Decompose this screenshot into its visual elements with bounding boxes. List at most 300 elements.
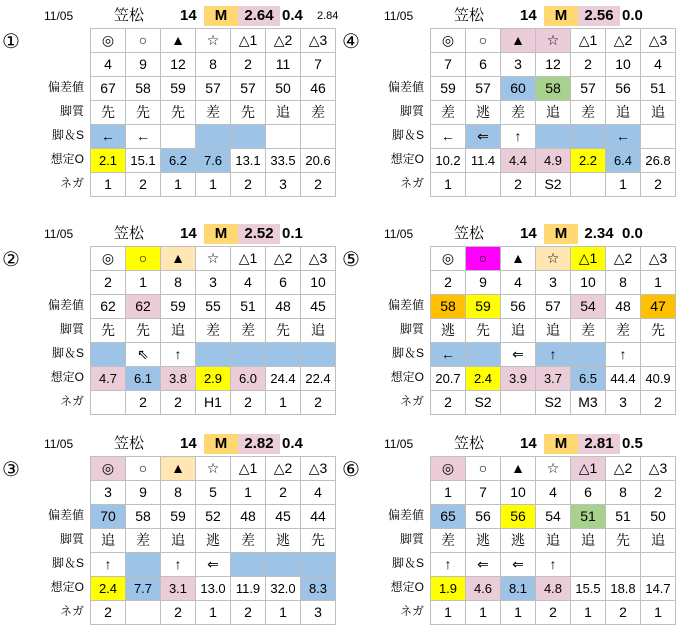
deviation-cell: 60 bbox=[501, 77, 536, 101]
deviation-cell: 44 bbox=[301, 505, 336, 529]
running-style-cell: 差 bbox=[196, 101, 231, 125]
running-style-cell: 追 bbox=[91, 529, 126, 553]
leg-speed-cell bbox=[536, 125, 571, 149]
leg-speed-cell: ⇖ bbox=[126, 343, 161, 367]
race-count: 14 bbox=[180, 435, 197, 452]
odds-cell: 3.8 bbox=[161, 367, 196, 391]
row-label: 脚＆S bbox=[51, 128, 84, 142]
mark-cell: ◎ bbox=[431, 457, 466, 481]
running-style-cell: 追 bbox=[161, 319, 196, 343]
race-panel bbox=[342, 4, 690, 194]
leg-speed-cell: ↑ bbox=[501, 125, 536, 149]
odds-cell: 13.1 bbox=[231, 149, 266, 173]
running-style-cell: 追 bbox=[536, 319, 571, 343]
running-style-cell: 先 bbox=[606, 529, 641, 553]
running-style-cell: 逃 bbox=[196, 529, 231, 553]
running-style-cell: 先 bbox=[466, 319, 501, 343]
horse-number-cell: 2 bbox=[91, 271, 126, 295]
deviation-cell: 59 bbox=[161, 295, 196, 319]
odds-cell: 2.2 bbox=[571, 149, 606, 173]
leg-speed-cell bbox=[266, 125, 301, 149]
grid-row-legs bbox=[431, 553, 676, 577]
leg-speed-cell bbox=[606, 553, 641, 577]
nega-cell: 2 bbox=[91, 601, 126, 625]
running-style-cell: 差 bbox=[571, 101, 606, 125]
deviation-cell: 51 bbox=[231, 295, 266, 319]
running-style-cell: 差 bbox=[571, 319, 606, 343]
grid-row-odds bbox=[91, 577, 336, 601]
row-label: 脚＆S bbox=[391, 128, 424, 142]
odds-cell: 3.1 bbox=[161, 577, 196, 601]
grid-row-dev bbox=[431, 77, 676, 101]
deviation-cell: 52 bbox=[196, 505, 231, 529]
race-date: 11/05 bbox=[44, 9, 74, 23]
nega-cell: 2 bbox=[431, 391, 466, 415]
prediction-grid bbox=[430, 246, 676, 415]
race-date: 11/05 bbox=[384, 227, 414, 241]
leg-speed-cell: ← bbox=[431, 125, 466, 149]
horse-number-cell: 3 bbox=[196, 271, 231, 295]
grid-row-horses bbox=[431, 53, 676, 77]
nega-cell: 1 bbox=[266, 391, 301, 415]
odds-cell: 2.4 bbox=[91, 577, 126, 601]
diff-value: 0.1 bbox=[282, 225, 303, 242]
mark-cell: △1 bbox=[231, 247, 266, 271]
horse-number-cell: 10 bbox=[301, 271, 336, 295]
m-badge: M bbox=[544, 6, 578, 26]
nega-cell: 2 bbox=[301, 391, 336, 415]
nega-cell: 3 bbox=[301, 601, 336, 625]
leg-speed-cell bbox=[126, 553, 161, 577]
nega-cell: S2 bbox=[536, 173, 571, 197]
leg-speed-cell: ← bbox=[431, 343, 466, 367]
horse-number-cell: 4 bbox=[91, 53, 126, 77]
mark-cell: △2 bbox=[266, 29, 301, 53]
horse-number-cell: 1 bbox=[231, 481, 266, 505]
grid-row-horses bbox=[91, 53, 336, 77]
prediction-grid bbox=[430, 456, 676, 625]
grid-row-marks bbox=[431, 247, 676, 271]
nega-cell: 1 bbox=[161, 173, 196, 197]
leg-speed-cell: ↑ bbox=[536, 553, 571, 577]
race-date: 11/05 bbox=[384, 9, 414, 23]
leg-speed-cell: ⇐ bbox=[501, 553, 536, 577]
grid-row-dev bbox=[91, 505, 336, 529]
grid-row-odds bbox=[91, 149, 336, 173]
odds-cell: 33.5 bbox=[266, 149, 301, 173]
nega-cell: 1 bbox=[641, 601, 676, 625]
running-style-cell: 逃 bbox=[466, 529, 501, 553]
deviation-cell: 45 bbox=[266, 505, 301, 529]
odds-cell: 11.9 bbox=[231, 577, 266, 601]
mark-cell: ☆ bbox=[536, 457, 571, 481]
horse-number-cell: 7 bbox=[466, 481, 501, 505]
index-value: 2.64 bbox=[238, 6, 280, 26]
nega-cell: 2 bbox=[641, 391, 676, 415]
nega-cell: 1 bbox=[266, 601, 301, 625]
venue-name: 笠松 bbox=[114, 225, 145, 242]
running-style-cell: 先 bbox=[641, 319, 676, 343]
nega-cell: 3 bbox=[606, 391, 641, 415]
grid-row-horses bbox=[431, 271, 676, 295]
grid-row-odds bbox=[431, 367, 676, 391]
m-badge: M bbox=[204, 434, 238, 454]
deviation-cell: 51 bbox=[606, 505, 641, 529]
horse-number-cell: 9 bbox=[126, 481, 161, 505]
panel-header bbox=[40, 432, 350, 456]
nega-cell: 2 bbox=[641, 173, 676, 197]
mark-cell: ▲ bbox=[161, 29, 196, 53]
leg-speed-cell: ↑ bbox=[161, 553, 196, 577]
panel-header bbox=[380, 4, 690, 28]
leg-speed-cell bbox=[161, 125, 196, 149]
index-value: 2.81 bbox=[578, 434, 620, 454]
odds-cell: 6.1 bbox=[126, 367, 161, 391]
nega-cell: 2 bbox=[126, 391, 161, 415]
nega-cell: 2 bbox=[231, 173, 266, 197]
mark-cell: ◎ bbox=[91, 457, 126, 481]
venue-name: 笠松 bbox=[114, 7, 145, 24]
running-style-cell: 先 bbox=[126, 101, 161, 125]
running-style-cell: 差 bbox=[606, 319, 641, 343]
diff-value: 0.0 bbox=[622, 7, 643, 24]
race-count: 14 bbox=[520, 435, 537, 452]
running-style-cell: 差 bbox=[231, 529, 266, 553]
mark-cell: △3 bbox=[641, 247, 676, 271]
grid-row-legs bbox=[91, 553, 336, 577]
race-number: ④ bbox=[342, 31, 360, 53]
odds-cell: 6.4 bbox=[606, 149, 641, 173]
row-label: 脚＆S bbox=[391, 556, 424, 570]
nega-cell: 2 bbox=[536, 601, 571, 625]
deviation-cell: 56 bbox=[606, 77, 641, 101]
grid-row-style bbox=[431, 319, 676, 343]
deviation-cell: 54 bbox=[571, 295, 606, 319]
odds-cell: 2.9 bbox=[196, 367, 231, 391]
deviation-cell: 57 bbox=[196, 77, 231, 101]
running-style-cell: 追 bbox=[536, 101, 571, 125]
nega-cell: 1 bbox=[431, 173, 466, 197]
grid-row-legs bbox=[91, 125, 336, 149]
m-badge: M bbox=[204, 224, 238, 244]
horse-number-cell: 5 bbox=[196, 481, 231, 505]
mark-cell: ▲ bbox=[501, 29, 536, 53]
panel-header bbox=[380, 222, 690, 246]
odds-cell: 15.5 bbox=[571, 577, 606, 601]
row-label: 偏差値 bbox=[47, 508, 84, 522]
horse-number-cell: 3 bbox=[536, 271, 571, 295]
odds-cell: 6.0 bbox=[231, 367, 266, 391]
row-label: 偏差値 bbox=[47, 298, 84, 312]
mark-cell: △1 bbox=[571, 457, 606, 481]
odds-cell: 32.0 bbox=[266, 577, 301, 601]
odds-cell: 22.4 bbox=[301, 367, 336, 391]
grid-row-dev bbox=[91, 295, 336, 319]
horse-number-cell: 11 bbox=[266, 53, 301, 77]
index-value: 2.52 bbox=[238, 224, 280, 244]
grid-row-nega bbox=[431, 173, 676, 197]
index-value: 2.82 bbox=[238, 434, 280, 454]
nega-cell: M3 bbox=[571, 391, 606, 415]
mark-cell: ○ bbox=[126, 247, 161, 271]
mark-cell: ○ bbox=[466, 29, 501, 53]
mark-cell: △2 bbox=[266, 457, 301, 481]
deviation-cell: 59 bbox=[466, 295, 501, 319]
grid-row-horses bbox=[431, 481, 676, 505]
odds-cell: 2.4 bbox=[466, 367, 501, 391]
deviation-cell: 59 bbox=[161, 77, 196, 101]
nega-cell: 1 bbox=[501, 601, 536, 625]
leg-speed-cell: ⇐ bbox=[196, 553, 231, 577]
race-number: ② bbox=[2, 249, 20, 271]
mark-cell: ▲ bbox=[501, 247, 536, 271]
horse-number-cell: 4 bbox=[641, 53, 676, 77]
mark-cell: ☆ bbox=[196, 457, 231, 481]
leg-speed-cell bbox=[266, 343, 301, 367]
running-style-cell: 追 bbox=[161, 529, 196, 553]
leg-speed-cell bbox=[196, 125, 231, 149]
mark-cell: ▲ bbox=[501, 457, 536, 481]
nega-cell bbox=[466, 173, 501, 197]
running-style-cell: 逃 bbox=[266, 529, 301, 553]
running-style-cell: 差 bbox=[231, 319, 266, 343]
diff-value: 0.4 bbox=[282, 435, 303, 452]
leg-speed-cell bbox=[641, 343, 676, 367]
nega-cell bbox=[91, 391, 126, 415]
mark-cell: ◎ bbox=[431, 247, 466, 271]
mark-cell: △3 bbox=[641, 29, 676, 53]
mark-cell: ○ bbox=[466, 457, 501, 481]
grid-row-odds bbox=[431, 577, 676, 601]
odds-cell: 14.7 bbox=[641, 577, 676, 601]
grid-row-marks bbox=[91, 247, 336, 271]
grid-row-legs bbox=[91, 343, 336, 367]
running-style-cell: 先 bbox=[161, 101, 196, 125]
index-value: 2.56 bbox=[578, 6, 620, 26]
prediction-grid bbox=[430, 28, 676, 197]
nega-cell: 1 bbox=[606, 173, 641, 197]
mark-cell: △2 bbox=[606, 29, 641, 53]
index-value: 2.34 bbox=[584, 225, 614, 242]
odds-cell: 7.7 bbox=[126, 577, 161, 601]
horse-number-cell: 2 bbox=[571, 53, 606, 77]
nega-cell: 2 bbox=[501, 173, 536, 197]
odds-cell: 20.6 bbox=[301, 149, 336, 173]
leg-speed-cell bbox=[196, 343, 231, 367]
leg-speed-cell bbox=[91, 343, 126, 367]
race-number: ① bbox=[2, 31, 20, 53]
grid-row-nega bbox=[91, 173, 336, 197]
mark-cell: ◎ bbox=[91, 247, 126, 271]
horse-number-cell: 1 bbox=[126, 271, 161, 295]
odds-cell: 7.6 bbox=[196, 149, 231, 173]
venue-name: 笠松 bbox=[114, 435, 145, 452]
running-style-cell: 差 bbox=[501, 101, 536, 125]
mark-cell: △1 bbox=[231, 457, 266, 481]
mark-cell: ○ bbox=[126, 29, 161, 53]
odds-cell: 3.7 bbox=[536, 367, 571, 391]
leg-speed-cell: ⇐ bbox=[466, 125, 501, 149]
deviation-cell: 54 bbox=[536, 505, 571, 529]
odds-cell: 2.1 bbox=[91, 149, 126, 173]
deviation-cell: 56 bbox=[501, 505, 536, 529]
mark-cell: △3 bbox=[641, 457, 676, 481]
running-style-cell: 先 bbox=[266, 319, 301, 343]
grid-row-dev bbox=[91, 77, 336, 101]
race-number: ③ bbox=[2, 459, 20, 481]
horse-number-cell: 12 bbox=[536, 53, 571, 77]
nega-cell: 2 bbox=[126, 173, 161, 197]
mark-cell: △3 bbox=[301, 247, 336, 271]
row-label: 想定O bbox=[50, 580, 84, 594]
deviation-cell: 59 bbox=[431, 77, 466, 101]
row-label: ネガ bbox=[399, 604, 424, 618]
nega-cell: S2 bbox=[536, 391, 571, 415]
nega-cell bbox=[126, 601, 161, 625]
odds-cell: 20.7 bbox=[431, 367, 466, 391]
prediction-grid bbox=[90, 28, 336, 197]
running-style-cell: 追 bbox=[641, 529, 676, 553]
running-style-cell: 逃 bbox=[431, 319, 466, 343]
row-label: 脚質 bbox=[59, 104, 84, 118]
nega-cell: 2 bbox=[161, 601, 196, 625]
running-style-cell: 追 bbox=[266, 101, 301, 125]
grid-row-horses bbox=[91, 481, 336, 505]
venue-name: 笠松 bbox=[454, 435, 485, 452]
running-style-cell: 差 bbox=[126, 529, 161, 553]
deviation-cell: 57 bbox=[231, 77, 266, 101]
deviation-cell: 70 bbox=[91, 505, 126, 529]
deviation-cell: 58 bbox=[536, 77, 571, 101]
horse-number-cell: 6 bbox=[571, 481, 606, 505]
nega-cell: 1 bbox=[196, 173, 231, 197]
nega-cell: 2 bbox=[231, 391, 266, 415]
odds-cell: 3.9 bbox=[501, 367, 536, 391]
diff-value: 0.5 bbox=[622, 435, 643, 452]
race-panel bbox=[2, 4, 350, 194]
horse-number-cell: 2 bbox=[641, 481, 676, 505]
grid-row-odds bbox=[431, 149, 676, 173]
grid-row-odds bbox=[91, 367, 336, 391]
prediction-grid bbox=[90, 456, 336, 625]
leg-speed-cell bbox=[301, 125, 336, 149]
horse-number-cell: 8 bbox=[161, 271, 196, 295]
leg-speed-cell bbox=[571, 553, 606, 577]
horse-number-cell: 6 bbox=[466, 53, 501, 77]
running-style-cell: 差 bbox=[301, 101, 336, 125]
horse-number-cell: 2 bbox=[231, 53, 266, 77]
leg-speed-cell bbox=[301, 343, 336, 367]
odds-cell: 10.2 bbox=[431, 149, 466, 173]
row-label: 偏差値 bbox=[387, 298, 424, 312]
running-style-cell: 先 bbox=[91, 319, 126, 343]
odds-cell: 1.9 bbox=[431, 577, 466, 601]
horse-number-cell: 8 bbox=[161, 481, 196, 505]
running-style-cell: 追 bbox=[301, 319, 336, 343]
mark-cell: △1 bbox=[231, 29, 266, 53]
horse-number-cell: 12 bbox=[161, 53, 196, 77]
horse-number-cell: 1 bbox=[431, 481, 466, 505]
leg-speed-cell: ← bbox=[126, 125, 161, 149]
horse-number-cell: 10 bbox=[606, 53, 641, 77]
mark-cell: ☆ bbox=[536, 247, 571, 271]
running-style-cell: 逃 bbox=[501, 529, 536, 553]
mark-cell: △2 bbox=[606, 247, 641, 271]
grid-row-nega bbox=[91, 601, 336, 625]
row-label: 脚質 bbox=[399, 104, 424, 118]
row-label: ネガ bbox=[59, 394, 84, 408]
deviation-cell: 55 bbox=[196, 295, 231, 319]
leg-speed-cell: ↑ bbox=[161, 343, 196, 367]
row-label: ネガ bbox=[59, 604, 84, 618]
horse-number-cell: 10 bbox=[501, 481, 536, 505]
deviation-cell: 58 bbox=[431, 295, 466, 319]
deviation-cell: 56 bbox=[466, 505, 501, 529]
horse-number-cell: 8 bbox=[196, 53, 231, 77]
horse-number-cell: 4 bbox=[536, 481, 571, 505]
mark-cell: △3 bbox=[301, 457, 336, 481]
horse-number-cell: 4 bbox=[501, 271, 536, 295]
m-badge: M bbox=[544, 434, 578, 454]
extra-value: 2.84 bbox=[317, 10, 339, 22]
grid-row-dev bbox=[431, 505, 676, 529]
diff-value: 0.4 bbox=[282, 7, 303, 24]
deviation-cell: 58 bbox=[126, 77, 161, 101]
odds-cell: 11.4 bbox=[466, 149, 501, 173]
horse-number-cell: 3 bbox=[91, 481, 126, 505]
deviation-cell: 62 bbox=[91, 295, 126, 319]
mark-cell: ▲ bbox=[161, 247, 196, 271]
odds-cell: 26.8 bbox=[641, 149, 676, 173]
venue-name: 笠松 bbox=[454, 225, 485, 242]
row-label: ネガ bbox=[59, 176, 84, 190]
odds-cell: 4.6 bbox=[466, 577, 501, 601]
row-label: ネガ bbox=[399, 176, 424, 190]
row-label: 偏差値 bbox=[387, 80, 424, 94]
running-style-cell: 差 bbox=[431, 529, 466, 553]
horse-number-cell: 6 bbox=[266, 271, 301, 295]
deviation-cell: 47 bbox=[641, 295, 676, 319]
running-style-cell: 逃 bbox=[466, 101, 501, 125]
nega-cell: 1 bbox=[466, 601, 501, 625]
deviation-cell: 57 bbox=[536, 295, 571, 319]
deviation-cell: 50 bbox=[266, 77, 301, 101]
grid-row-marks bbox=[91, 457, 336, 481]
grid-row-horses bbox=[91, 271, 336, 295]
mark-cell: ☆ bbox=[196, 247, 231, 271]
race-panel bbox=[342, 222, 690, 412]
horse-number-cell: 2 bbox=[266, 481, 301, 505]
horse-number-cell: 4 bbox=[301, 481, 336, 505]
grid-row-style bbox=[91, 529, 336, 553]
deviation-cell: 65 bbox=[431, 505, 466, 529]
running-style-cell: 先 bbox=[91, 101, 126, 125]
leg-speed-cell bbox=[571, 343, 606, 367]
row-label: 想定O bbox=[390, 152, 424, 166]
leg-speed-cell: ↑ bbox=[536, 343, 571, 367]
nega-cell: S2 bbox=[466, 391, 501, 415]
odds-cell: 15.1 bbox=[126, 149, 161, 173]
row-label: 偏差値 bbox=[387, 508, 424, 522]
m-badge: M bbox=[544, 224, 578, 244]
nega-cell: H1 bbox=[196, 391, 231, 415]
nega-cell: 2 bbox=[161, 391, 196, 415]
leg-speed-cell bbox=[571, 125, 606, 149]
grid-row-nega bbox=[431, 391, 676, 415]
odds-cell: 24.4 bbox=[266, 367, 301, 391]
row-label: 想定O bbox=[50, 152, 84, 166]
mark-cell: △1 bbox=[571, 247, 606, 271]
